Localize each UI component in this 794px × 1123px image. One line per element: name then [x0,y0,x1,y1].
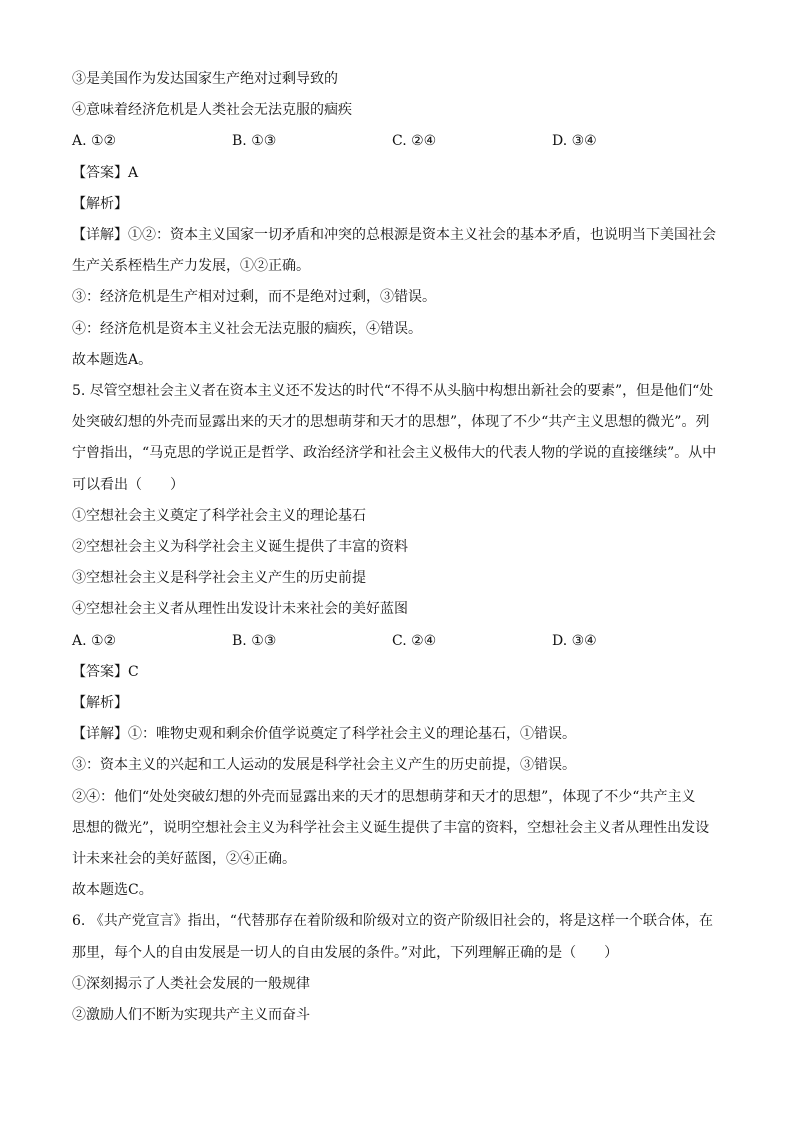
q5-detail-line: 【详解】①：唯物史观和剩余价值学说奠定了科学社会主义的理论基石，①错误。 [72,726,576,743]
page-content [72,64,724,1031]
q4-item-3: ③是美国作为发达国家生产绝对过剩导致的 [72,71,338,87]
q4-detail-line: ③：经济危机是生产相对过剩，而不是绝对过剩，③错误。 [72,289,436,306]
q5-detail-line: ②④：他们“处处突破幻想的外壳而显露出来的天才的思想萌芽和天才的思想”，体现了不少“共产主义 [72,788,696,805]
q5-answer: 【答案】C [72,663,139,680]
q5-option-d: D. ③④ [552,632,597,649]
q5-item-3: ③空想社会主义是科学社会主义产生的历史前提 [72,570,366,587]
q4-detail-line: 生产关系桎梏生产力发展，①②正确。 [72,258,310,275]
q5-item-2: ②空想社会主义为科学社会主义诞生提供了丰富的资料 [72,539,408,556]
q4-answer: 【答案】A [72,164,139,181]
q5-option-a: A. ①② [72,632,117,649]
q5-stem-line: 可以看出（ ） [72,476,184,493]
q5-stem-line: 处突破幻想的外壳而显露出来的天才的思想萌芽和天才的思想”，体现了不少“共产主义思想的微光”。列 [72,414,710,431]
q6-stem-line: 6. 《共产党宣言》指出，“代替那存在着阶级和阶级对立的资产阶级旧社会的，将是这样一个联合体，在 [72,913,713,930]
q4-item-4: ④意味着经济危机是人类社会无法克服的痼疾 [72,102,352,119]
q4-detail-line: ④：经济危机是资本主义社会无法克服的痼疾，④错误。 [72,320,422,337]
q4-options [72,126,724,157]
q4-analysis-heading: 【解析】 [72,195,128,212]
q4-option-c: C. ②④ [392,133,437,150]
q4-conclusion: 故本题选A。 [72,351,153,368]
q4-option-a: A. ①② [72,133,117,150]
q4-detail-line: 【详解】①②：资本主义国家一切矛盾和冲突的总根源是资本主义社会的基本矛盾，也说明当下美国社会 [72,227,716,243]
q5-detail-line: 思想的微光”，说明空想社会主义为科学社会主义诞生提供了丰富的资料，空想社会主义者从理性出发设 [72,819,710,836]
q6-stem-line: 那里，每个人的自由发展是一切人的自由发展的条件。”对此，下列理解正确的是（ ） [72,944,619,961]
q4-option-b: B. ①③ [232,133,277,150]
q5-stem-line: 宁曾指出，“马克思的学说正是哲学、政治经济学和社会主义极伟大的代表人物的学说的直接继续”。从中 [72,445,717,462]
q5-item-4: ④空想社会主义者从理性出发设计未来社会的美好蓝图 [72,601,408,618]
q5-conclusion: 故本题选C。 [72,882,153,899]
q5-detail-line: 计未来社会的美好蓝图，②④正确。 [72,851,296,868]
q5-stem-line: 5. 尽管空想社会主义者在资本主义还不发达的时代“不得不从头脑中构想出新社会的要素”，但是他们“处 [72,383,714,400]
q5-option-c: C. ②④ [392,632,437,649]
q5-item-1: ①空想社会主义奠定了科学社会主义的理论基石 [72,507,366,524]
q5-option-b: B. ①③ [232,632,277,649]
q5-options [72,626,724,657]
q5-analysis-heading: 【解析】 [72,695,128,712]
q5-detail-line: ③：资本主义的兴起和工人运动的发展是科学社会主义产生的历史前提，③错误。 [72,757,576,774]
q4-option-d: D. ③④ [552,133,597,150]
q6-item-2: ②激励人们不断为实现共产主义而奋斗 [72,1007,310,1024]
q6-item-1: ①深刻揭示了人类社会发展的一般规律 [72,975,310,992]
